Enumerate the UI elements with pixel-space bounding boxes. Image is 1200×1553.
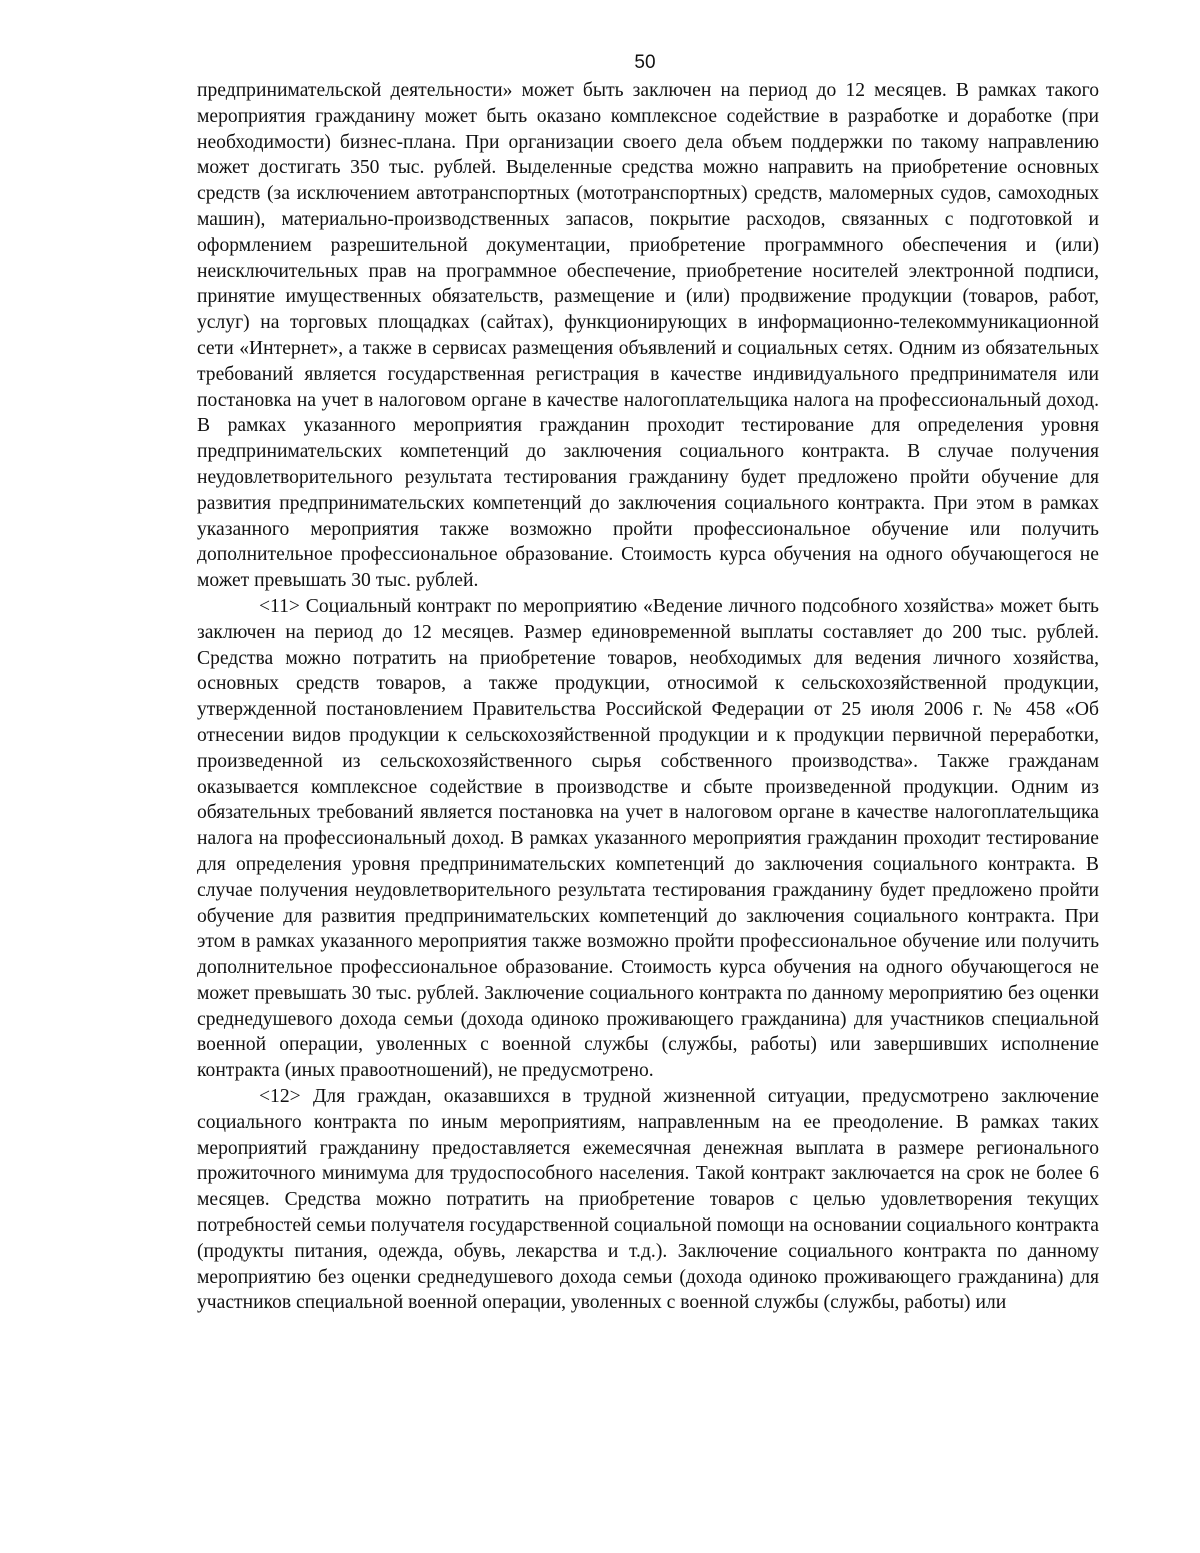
paragraph-3: <12> Для граждан, оказавшихся в трудной жизненной ситуации, предусмотрено заключение социального контракта по иным мероприятиям, направленным на ее преодоление. В рамках таких мероприятий гражданину предоставляется ежемесячная денежная выплата в размере регионального прожиточного минимума для трудоспособного населения. Такой контракт заключается на срок не более 6 месяцев. Средства можно потратить на приобретение товаров с целью удовлетворения текущих потребностей семьи получателя государственной социальной помощи на основании социального контракта (продукты питания, одежда, обувь, лекарства и т.д.). Заключение социального контракта по данному мероприятию без оценки среднедушевого дохода семьи (дохода одиноко проживающего гражданина) для участников специальной военной операции, уволенных с военной службы (службы, работы) или <box>197 1086 1100 1314</box>
paragraph-1: предпринимательской деятельности» может быть заключен на период до 12 месяцев. В рамках такого мероприятия гражданину может быть оказано комплексное содействие в разработке и доработке (при необходимости) бизнес-плана. При организации своего дела объем поддержки по такому направлению может достигать 350 тыс. рублей. Выделенные средства можно направить на приобретение основных средств (за исключением автотранспортных (мототранспортных) средств, маломерных судов, самоходных машин), материально-производственных запасов, покрытие расходов, связанных с подготовкой и оформлением разрешительной документации, приобретение программного обеспечения и (или) неисключительных прав на программное обеспечение, приобретение носителей электронной подписи, принятие имущественных обязательств, размещение и (или) продвижение продукции (товаров, работ, услуг) на торговых площадках (сайтах), функционирующих в информационно-телекоммуникационной сети «Интернет», а также в сервисах размещения объявлений и социальных сетях. Одним из обязательных требований является государственная регистрация в качестве индивидуального предпринимателя или постановка на учет в налоговом органе в качестве налогоплательщика налога на профессиональный доход. В рамках указанного мероприятия гражданин проходит тестирование для определения уровня предпринимательских компетенций до заключения социального контракта. В случае получения неудовлетворительного результата тестирования гражданину будет предложено пройти обучение для развития предпринимательских компетенций до заключения социального контракта. При этом в рамках указанного мероприятия также возможно пройти профессиональное обучение или получить дополнительное профессиональное образование. Стоимость курса обучения на одного обучающегося не может превышать 30 тыс. рублей. <box>197 80 1099 592</box>
paragraph-2: <11> Социальный контракт по мероприятию «Ведение личного подсобного хозяйства» может быть заключен на период до 12 месяцев. Размер единовременной выплаты составляет до 200 тыс. рублей. Средства можно потратить на приобретение товаров, необходимых для ведения личного хозяйства, основных средств товаров, а также продукции, относимой к сельскохозяйственной продукции, утвержденной постановлением Правительства Российской Федерации от 25 июля 2006 г. № 458 «Об отнесении видов продукции к сельскохозяйственной продукции и к продукции первичной переработки, произведенной из сельскохозяйственного сырья собственного производства». Также гражданам оказывается комплексное содействие в производстве и сбыте произведенной продукции. Одним из обязательных требований является постановка на учет в налоговом органе в качестве налогоплательщика налога на профессиональный доход. В рамках указанного мероприятия гражданин проходит тестирование для определения уровня предпринимательских компетенций до заключения социального контракта. В случае получения неудовлетворительного результата тестирования гражданину будет предложено пройти обучение для развития предпринимательских компетенций до заключения социального контракта. При этом в рамках указанного мероприятия также возможно пройти профессиональное обучение или получить дополнительное профессиональное образование. Стоимость курса обучения на одного обучающегося не может превышать 30 тыс. рублей. Заключение социального контракта по данному мероприятию без оценки среднедушевого дохода семьи (дохода одиноко проживающего гражданина) для участников специальной военной операции, уволенных с военной службы (службы, работы) или завершивших исполнение контракта (иных правоотношений), не предусмотрено. <box>197 595 1099 1082</box>
document-body <box>197 78 1099 1316</box>
page-number: 50 <box>634 52 656 73</box>
